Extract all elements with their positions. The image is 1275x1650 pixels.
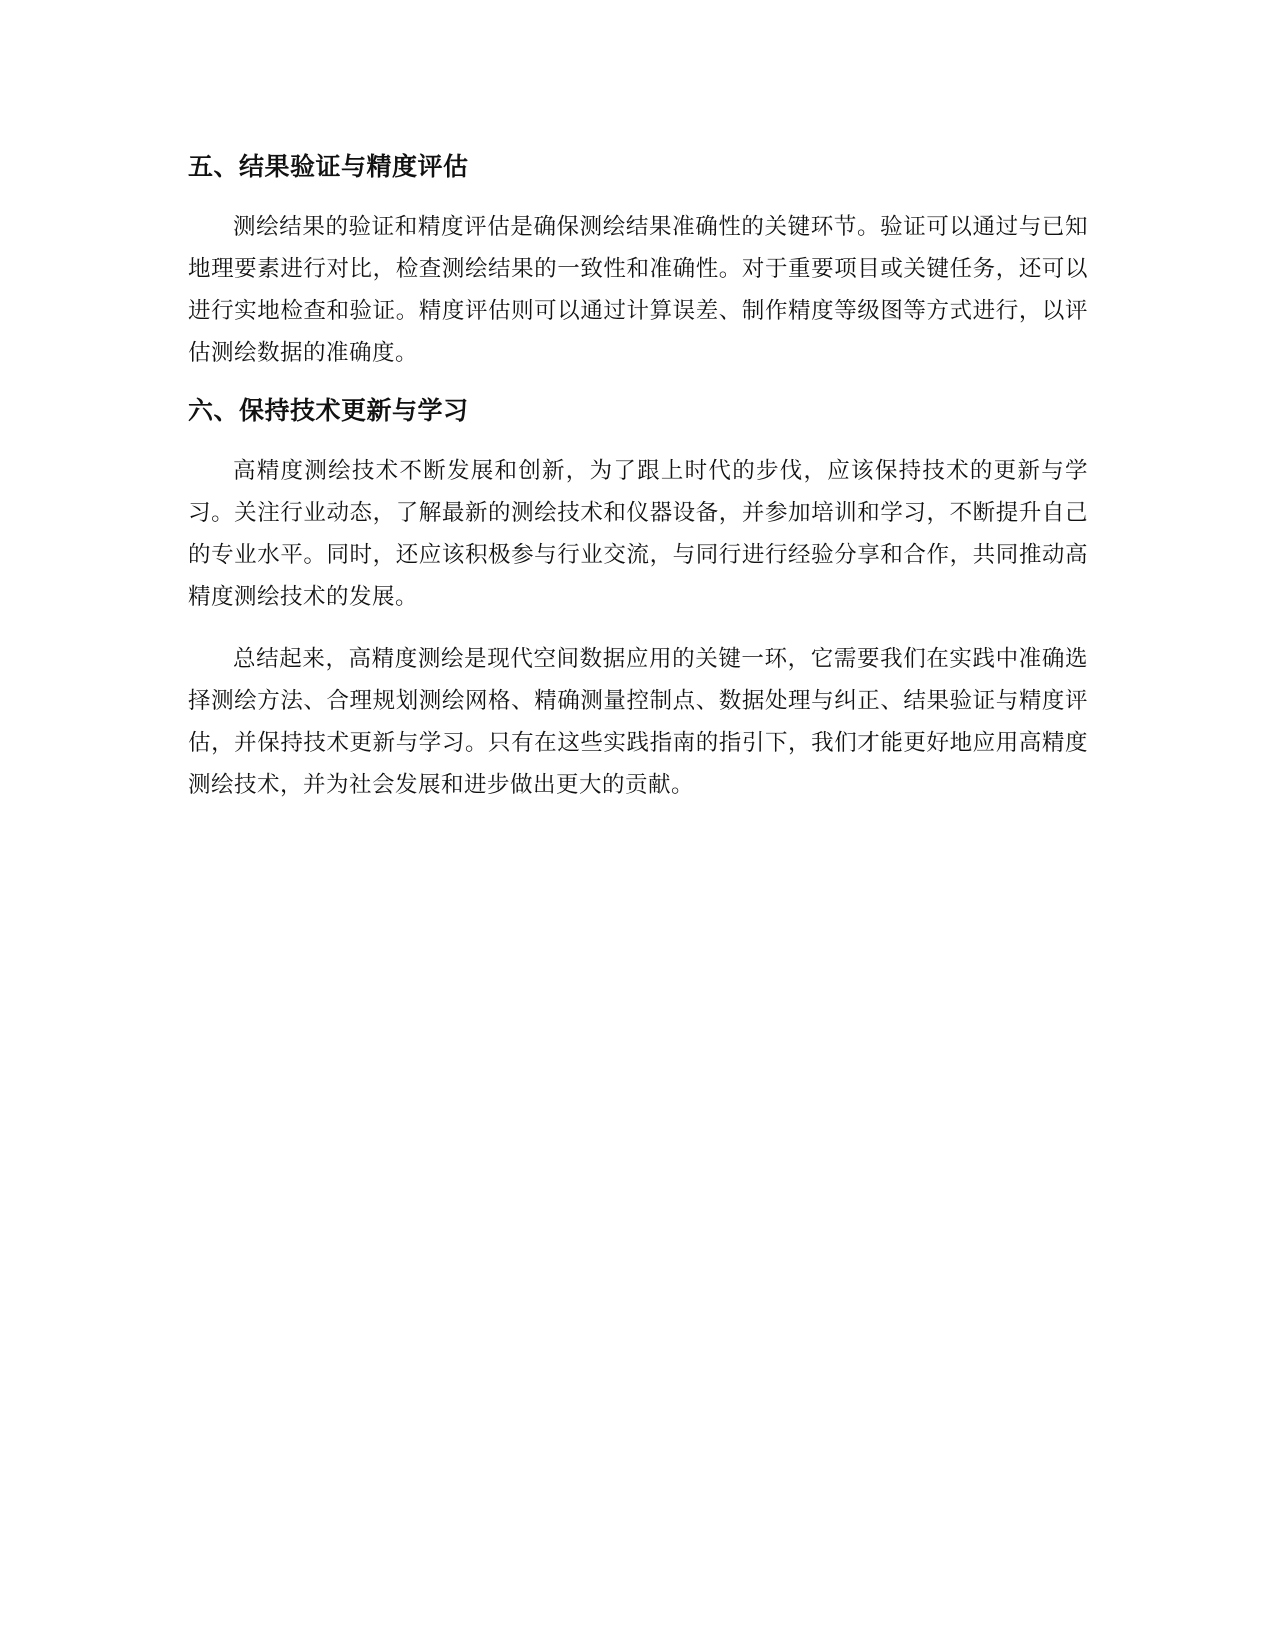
section-heading: 六、保持技术更新与学习: [188, 396, 469, 425]
document-page: [188, 150, 1088, 826]
section-heading: 五、结果验证与精度评估: [188, 152, 469, 181]
section-results-verification: [188, 150, 1088, 374]
paragraph: 高精度测绘技术不断发展和创新，为了跟上时代的步伐，应该保持技术的更新与学习。关注行业动态，了解最新的测绘技术和仪器设备，并参加培训和学习，不断提升自己的专业水平。同时，还应该积极参与行业交流，与同行进行经验分享和合作，共同推动高精度测绘技术的发展。: [188, 458, 1088, 610]
paragraph-summary: 总结起来，高精度测绘是现代空间数据应用的关键一环，它需要我们在实践中准确选择测绘方法、合理规划测绘网格、精确测量控制点、数据处理与纠正、结果验证与精度评估，并保持技术更新与学习。只有在这些实践指南的指引下，我们才能更好地应用高精度测绘技术，并为社会发展和进步做出更大的贡献。: [188, 646, 1088, 798]
section-tech-update: [188, 394, 1088, 806]
paragraph: 测绘结果的验证和精度评估是确保测绘结果准确性的关键环节。验证可以通过与已知地理要素进行对比，检查测绘结果的一致性和准确性。对于重要项目或关键任务，还可以进行实地检查和验证。精度评估则可以通过计算误差、制作精度等级图等方式进行，以评估测绘数据的准确度。: [188, 214, 1088, 366]
